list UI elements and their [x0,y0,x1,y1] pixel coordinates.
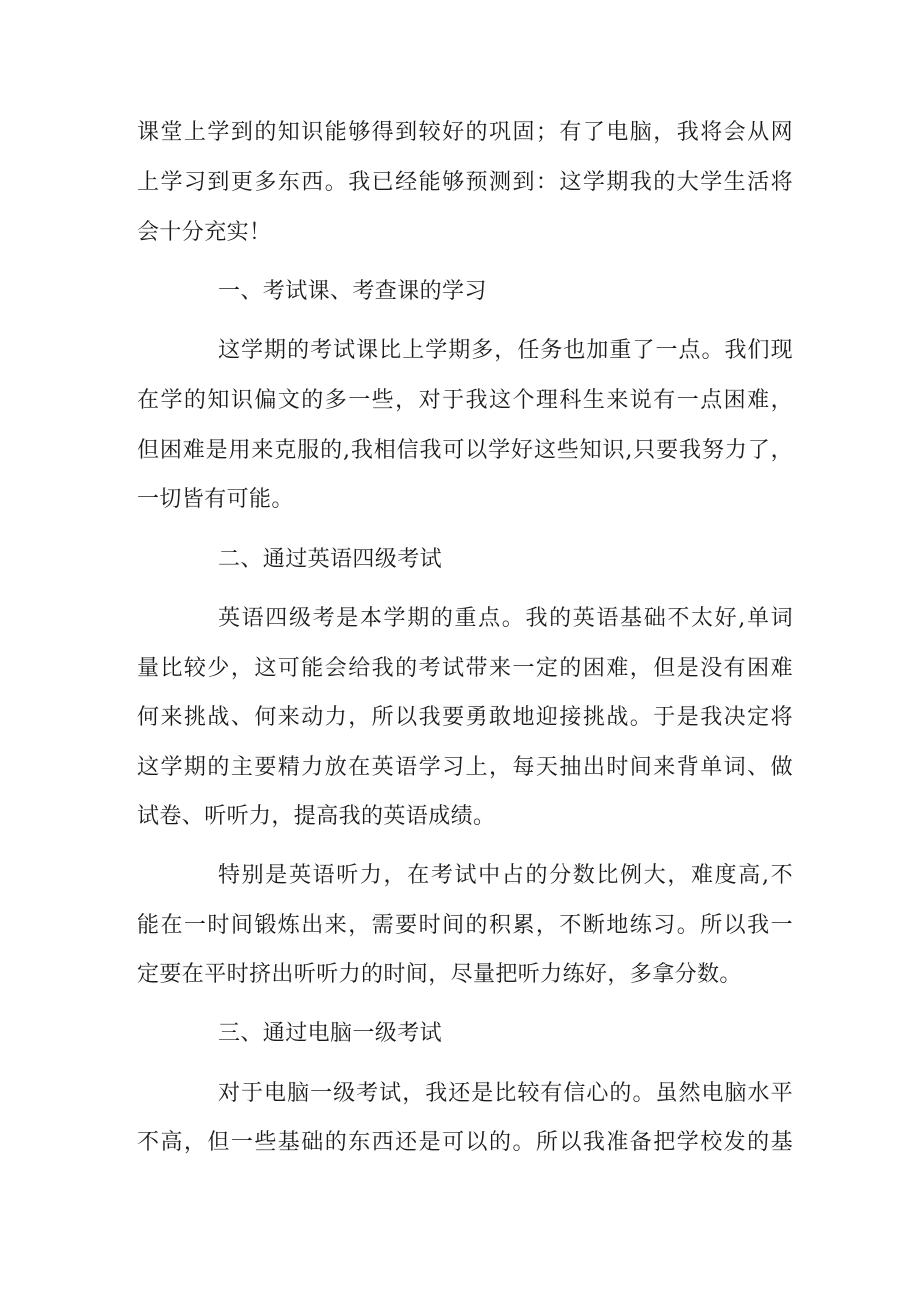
section1-line-2: 在学的知识偏文的多一些，对于我这个理科生来说有一点困难， [137,388,793,413]
section-heading-3: 三、通过电脑一级考试 [218,1021,443,1046]
section2-p1-line-5: 试卷、听听力，提高我的英语成绩。 [137,804,496,829]
intro-line-1: 课堂上学到的知识能够得到较好的巩固；有了电脑，我将会从网 [137,120,793,145]
section2-p1-line-1: 英语四级考是本学期的重点。我的英语基础不太好,单词 [218,606,793,631]
section3-line-1: 对于电脑一级考试，我还是比较有信心的。虽然电脑水平 [218,1081,793,1106]
section1-line-1: 这学期的考试课比上学期多，任务也加重了一点。我们现 [218,338,793,363]
section3-line-2: 不高，但一些基础的东西还是可以的。所以我准备把学校发的基 [137,1130,793,1155]
section1-line-3: 但困难是用来克服的,我相信我可以学好这些知识,只要我努力了， [137,438,793,463]
section2-p2-line-2: 能在一时间锻炼出来，需要时间的积累，不断地练习。所以我一 [137,913,793,938]
section2-p1-line-3: 何来挑战、何来动力，所以我要勇敢地迎接挑战。于是我决定将 [137,705,793,730]
section2-p2-line-1: 特别是英语听力，在考试中占的分数比例大，难度高,不 [218,863,793,888]
section2-p1-line-4: 这学期的主要精力放在英语学习上，每天抽出时间来背单词、做 [137,755,793,780]
section-heading-2: 二、通过英语四级考试 [218,547,443,572]
intro-line-2: 上学习到更多东西。我已经能够预测到：这学期我的大学生活将 [137,170,793,195]
section-heading-1: 一、考试课、考查课的学习 [218,279,487,304]
section2-p1-line-2: 量比较少，这可能会给我的考试带来一定的困难，但是没有困难 [137,656,793,681]
section2-p2-line-3: 定要在平时挤出听听力的时间，尽量把听力练好，多拿分数。 [137,962,742,987]
intro-line-3: 会十分充实！ [137,220,272,245]
section1-line-4: 一切皆有可能。 [137,487,294,512]
